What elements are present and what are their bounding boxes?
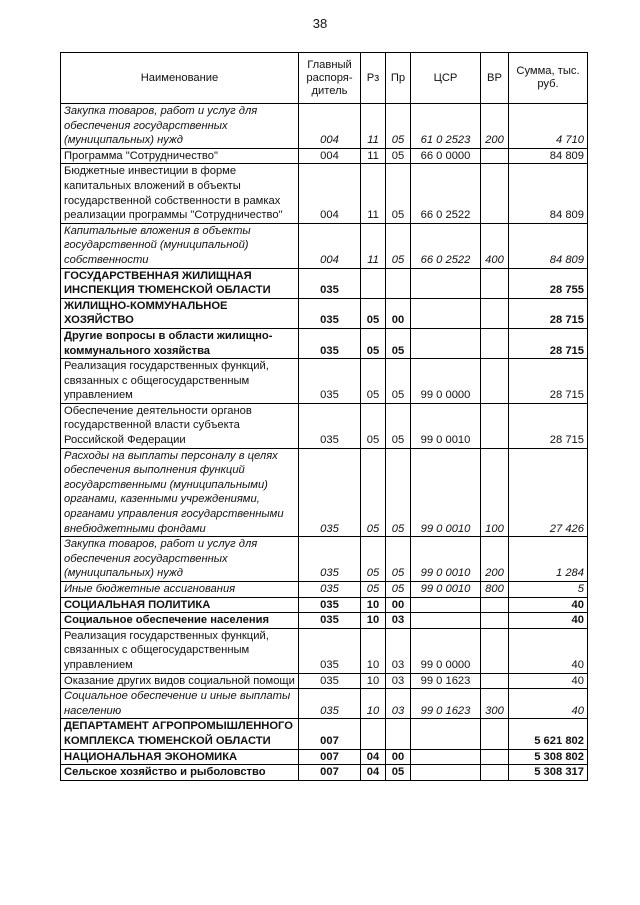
cell-glavny: 004 (299, 148, 361, 164)
table-row (61, 582, 588, 598)
cell-vr: 800 (481, 582, 509, 598)
cell-summa: 28 755 (509, 268, 588, 298)
cell-vr: 200 (481, 537, 509, 582)
cell-rz: 10 (361, 628, 386, 673)
table-row (61, 448, 588, 537)
cell-rz: 11 (361, 104, 386, 149)
cell-glavny: 035 (299, 613, 361, 629)
cell-csr: 99 0 1623 (411, 689, 481, 719)
header-rz: Рз (361, 53, 386, 104)
cell-pr (386, 719, 411, 749)
page-number: 38 (312, 16, 328, 31)
cell-pr: 00 (386, 597, 411, 613)
cell-name: Бюджетные инвестиции в форме капитальных вложений в объекты государственной собственности в рамках реализации программы "Сотрудничество" (61, 164, 299, 223)
cell-name: Капитальные вложения в объекты государственной (муниципальной) собственности (61, 223, 299, 268)
cell-csr (411, 719, 481, 749)
cell-vr: 200 (481, 104, 509, 149)
cell-rz: 11 (361, 148, 386, 164)
cell-glavny: 035 (299, 328, 361, 358)
cell-summa: 84 809 (509, 223, 588, 268)
cell-rz: 05 (361, 537, 386, 582)
cell-csr: 99 0 0000 (411, 359, 481, 404)
table-row (61, 537, 588, 582)
cell-pr: 05 (386, 448, 411, 537)
cell-name: СОЦИАЛЬНАЯ ПОЛИТИКА (61, 597, 299, 613)
cell-glavny: 007 (299, 749, 361, 765)
cell-pr: 00 (386, 749, 411, 765)
cell-summa: 28 715 (509, 403, 588, 448)
cell-csr: 99 0 1623 (411, 673, 481, 689)
cell-rz: 10 (361, 613, 386, 629)
cell-summa: 28 715 (509, 359, 588, 404)
cell-name: Расходы на выплаты персоналу в целях обеспечения выполнения функций государственными (муниципальными) органами, казенными учреждениями, органами управления государственными внебюджетными фондами (61, 448, 299, 537)
cell-csr (411, 268, 481, 298)
cell-name: Другие вопросы в области жилищно-коммунального хозяйства (61, 328, 299, 358)
cell-glavny: 035 (299, 448, 361, 537)
cell-csr: 99 0 0000 (411, 628, 481, 673)
cell-csr (411, 328, 481, 358)
table-row (61, 298, 588, 328)
header-glavny: Главный распоря-дитель (299, 53, 361, 104)
cell-rz: 10 (361, 689, 386, 719)
table-body (61, 104, 588, 781)
table-row (61, 749, 588, 765)
cell-vr (481, 164, 509, 223)
cell-csr (411, 597, 481, 613)
cell-pr: 03 (386, 689, 411, 719)
cell-glavny: 035 (299, 537, 361, 582)
table-row (61, 403, 588, 448)
cell-summa: 4 710 (509, 104, 588, 149)
cell-glavny: 035 (299, 298, 361, 328)
cell-name: Реализация государственных функций, связанных с общегосударственным управлением (61, 628, 299, 673)
table-row (61, 689, 588, 719)
cell-name: Закупка товаров, работ и услуг для обеспечения государственных (муниципальных) нужд (61, 537, 299, 582)
cell-glavny: 004 (299, 164, 361, 223)
cell-csr (411, 765, 481, 781)
header-summa: Сумма, тыс. руб. (509, 53, 588, 104)
cell-vr (481, 403, 509, 448)
cell-rz: 10 (361, 673, 386, 689)
cell-rz: 05 (361, 328, 386, 358)
cell-vr (481, 673, 509, 689)
cell-summa: 27 426 (509, 448, 588, 537)
cell-glavny: 035 (299, 689, 361, 719)
cell-summa: 40 (509, 689, 588, 719)
cell-glavny: 035 (299, 403, 361, 448)
cell-summa: 1 284 (509, 537, 588, 582)
cell-csr: 61 0 2523 (411, 104, 481, 149)
cell-glavny: 035 (299, 268, 361, 298)
cell-pr: 03 (386, 613, 411, 629)
cell-vr (481, 765, 509, 781)
cell-rz: 11 (361, 223, 386, 268)
cell-name: ГОСУДАРСТВЕННАЯ ЖИЛИЩНАЯ ИНСПЕКЦИЯ ТЮМЕНСКОЙ ОБЛАСТИ (61, 268, 299, 298)
cell-name: НАЦИОНАЛЬНАЯ ЭКОНОМИКА (61, 749, 299, 765)
cell-vr (481, 148, 509, 164)
cell-glavny: 035 (299, 628, 361, 673)
table-row (61, 359, 588, 404)
cell-glavny: 035 (299, 359, 361, 404)
cell-csr: 66 0 2522 (411, 164, 481, 223)
cell-vr (481, 613, 509, 629)
cell-rz: 05 (361, 582, 386, 598)
cell-name: Социальное обеспечение населения (61, 613, 299, 629)
cell-summa: 40 (509, 597, 588, 613)
cell-glavny: 004 (299, 223, 361, 268)
cell-csr (411, 749, 481, 765)
cell-csr: 66 0 0000 (411, 148, 481, 164)
cell-csr: 99 0 0010 (411, 448, 481, 537)
cell-csr (411, 613, 481, 629)
table-row (61, 164, 588, 223)
cell-glavny: 035 (299, 673, 361, 689)
cell-rz: 05 (361, 448, 386, 537)
cell-glavny: 035 (299, 582, 361, 598)
cell-summa: 5 308 317 (509, 765, 588, 781)
cell-glavny: 035 (299, 597, 361, 613)
cell-pr: 05 (386, 328, 411, 358)
cell-csr: 99 0 0010 (411, 582, 481, 598)
table-row (61, 673, 588, 689)
cell-csr: 66 0 2522 (411, 223, 481, 268)
table-row (61, 613, 588, 629)
cell-rz (361, 719, 386, 749)
cell-vr (481, 749, 509, 765)
cell-csr: 99 0 0010 (411, 403, 481, 448)
table-row (61, 268, 588, 298)
cell-summa: 40 (509, 613, 588, 629)
cell-summa: 5 (509, 582, 588, 598)
cell-glavny: 004 (299, 104, 361, 149)
cell-vr (481, 268, 509, 298)
table-row (61, 628, 588, 673)
cell-name: Реализация государственных функций, связанных с общегосударственным управлением (61, 359, 299, 404)
budget-table (60, 52, 588, 781)
cell-name: Социальное обеспечение и иные выплаты населению (61, 689, 299, 719)
cell-pr: 05 (386, 164, 411, 223)
cell-summa: 40 (509, 628, 588, 673)
cell-summa: 28 715 (509, 298, 588, 328)
cell-vr (481, 719, 509, 749)
cell-rz: 11 (361, 164, 386, 223)
cell-vr (481, 328, 509, 358)
cell-pr: 05 (386, 537, 411, 582)
cell-summa: 40 (509, 673, 588, 689)
header-row (61, 53, 588, 104)
table-row (61, 765, 588, 781)
cell-vr (481, 597, 509, 613)
header-vr: ВР (481, 53, 509, 104)
cell-name: ДЕПАРТАМЕНТ АГРОПРОМЫШЛЕННОГО КОМПЛЕКСА ТЮМЕНСКОЙ ОБЛАСТИ (61, 719, 299, 749)
cell-summa: 84 809 (509, 164, 588, 223)
cell-csr: 99 0 0010 (411, 537, 481, 582)
cell-rz: 05 (361, 359, 386, 404)
header-name: Наименование (61, 53, 299, 104)
cell-name: Иные бюджетные ассигнования (61, 582, 299, 598)
cell-rz: 05 (361, 298, 386, 328)
cell-glavny: 007 (299, 765, 361, 781)
cell-name: Программа "Сотрудничество" (61, 148, 299, 164)
cell-name: Оказание других видов социальной помощи (61, 673, 299, 689)
cell-pr: 05 (386, 582, 411, 598)
cell-name: ЖИЛИЩНО-КОММУНАЛЬНОЕ ХОЗЯЙСТВО (61, 298, 299, 328)
cell-summa: 28 715 (509, 328, 588, 358)
header-csr: ЦСР (411, 53, 481, 104)
cell-vr (481, 298, 509, 328)
header-pr: Пр (386, 53, 411, 104)
table-row (61, 328, 588, 358)
cell-summa: 84 809 (509, 148, 588, 164)
cell-rz: 04 (361, 765, 386, 781)
cell-name: Обеспечение деятельности органов государственной власти субъекта Российской Федерации (61, 403, 299, 448)
cell-pr: 05 (386, 765, 411, 781)
cell-vr (481, 359, 509, 404)
table-row (61, 148, 588, 164)
cell-summa: 5 621 802 (509, 719, 588, 749)
cell-summa: 5 308 802 (509, 749, 588, 765)
cell-vr: 400 (481, 223, 509, 268)
cell-rz: 04 (361, 749, 386, 765)
cell-pr: 03 (386, 673, 411, 689)
cell-pr: 03 (386, 628, 411, 673)
cell-glavny: 007 (299, 719, 361, 749)
table-row (61, 223, 588, 268)
cell-rz: 05 (361, 403, 386, 448)
table-row (61, 597, 588, 613)
cell-csr (411, 298, 481, 328)
cell-rz: 10 (361, 597, 386, 613)
cell-pr: 05 (386, 223, 411, 268)
cell-pr: 05 (386, 359, 411, 404)
cell-vr: 100 (481, 448, 509, 537)
cell-name: Закупка товаров, работ и услуг для обеспечения государственных (муниципальных) нужд (61, 104, 299, 149)
cell-pr: 05 (386, 148, 411, 164)
cell-name: Сельское хозяйство и рыболовство (61, 765, 299, 781)
cell-pr (386, 268, 411, 298)
table-row (61, 719, 588, 749)
table-row (61, 104, 588, 149)
cell-pr: 05 (386, 403, 411, 448)
cell-vr (481, 628, 509, 673)
cell-rz (361, 268, 386, 298)
cell-pr: 00 (386, 298, 411, 328)
cell-vr: 300 (481, 689, 509, 719)
cell-pr: 05 (386, 104, 411, 149)
